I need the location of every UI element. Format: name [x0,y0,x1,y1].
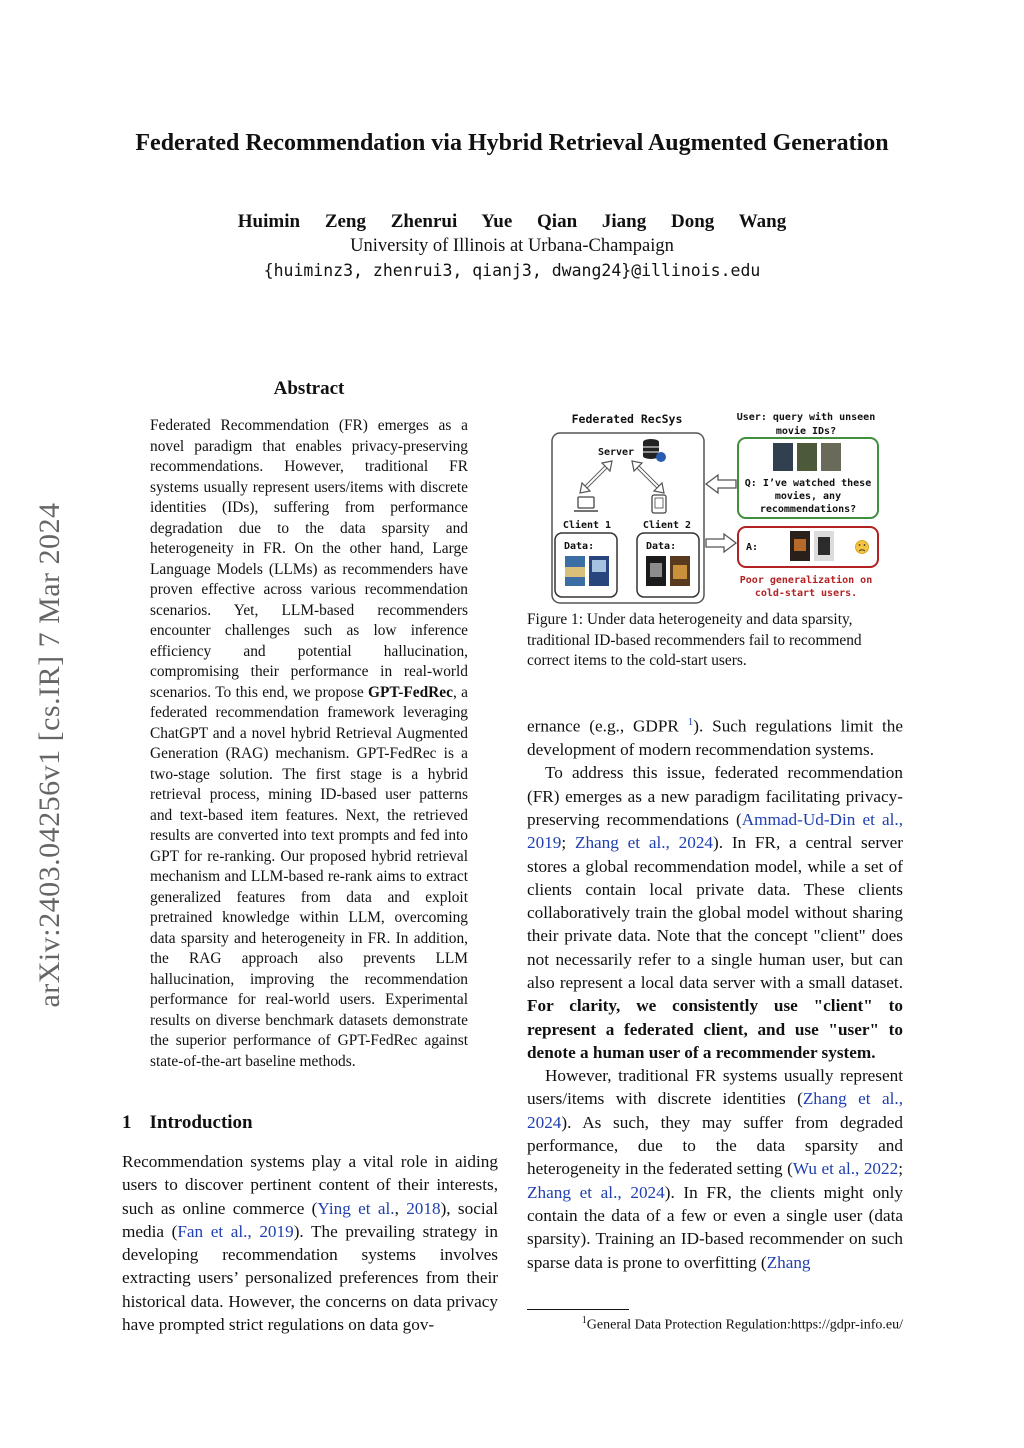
footnote [527,1315,903,1334]
citation-link[interactable]: Zhang et al., 2024 [527,1089,903,1132]
movie-poster-detail [565,567,585,577]
right-column-text [527,711,903,1274]
body-text: ernance (e.g., GDPR [527,716,688,736]
movie-poster-detail [592,560,606,572]
email-list: {huiminz3, zhenrui3, qianj3, dwang24}@illinois.edu [263,261,761,280]
paragraph-governance [527,711,903,761]
body-text: ). Such regulations limit the development of modern recommendation systems. [527,716,903,760]
intro-paragraph-1: Recommendation systems play a vital role in aiding users to discover pertinent content of their interests, such as online commerce (Ying et al., 2018), social media (Fan et al., 2019). The prevailing strategy in developing recommendation systems involves extracting users’ personalized preferences from their historical data. However, the concerns on data privacy have prompted strict regulations on data gov- [122,1152,498,1335]
user-query-line-1: User: query with unseen [736,412,876,423]
abstract-heading: Abstract [273,378,345,399]
citation-link[interactable]: Zhang et al., 2024 [574,833,714,853]
database-icon [643,439,666,462]
citation-link[interactable]: Zhang et al., 2024 [527,1182,665,1202]
movie-poster-icon [797,443,817,471]
paper-title: Federated Recommendation via Hybrid Retrieval Augmented Generation [135,130,889,156]
abstract-method-name: GPT-FedRec [368,683,453,701]
citation-link[interactable]: Fan et al., 2019 [177,1221,294,1241]
paragraph-fr [527,761,903,1064]
q-line-2: movies, any [774,491,842,502]
section-title: Introduction [149,1112,253,1133]
client-1-data-label: Data: [564,541,595,552]
client-2-data-label: Data: [646,541,677,552]
answer-label: A: [746,542,759,553]
figure-1-caption: Figure 1: Under data heterogeneity and data sparsity, traditional ID-based recommenders fail to recommend correct items to the cold-start users. [527,611,862,669]
abstract-text-2: , a federated recommendation framework leveraging ChatGPT and a novel hybrid Retrieval Augmented Generation (RAG) mechanism. GPT-FedRec is a two-stage solution. The first stage is a hybrid retrieval process, mining ID-based user patterns and text-based item features. Next, the retrieved results are converted into text prompts and fed into GPT for re-ranking. Our proposed hybrid retrieval mechanism and LLM-based re-rank aims to extract generalized features from data and exploit pretrained knowledge within LLM, overcoming data sparsity and heterogeneity in FR. In addition, the RAG approach also prevents LLM hallucination, improving the recommendation performance for real-world users. Experimental results on diverse benchmark datasets demonstrate the superior performance of GPT-FedRec against state-of-the-art baseline methods. [150,683,468,1070]
section-heading-introduction [122,1112,253,1134]
citation-link[interactable]: Zhang [766,1252,811,1272]
movie-poster-icon [773,443,793,471]
footnote-rule [527,1309,629,1310]
answer-arrow-icon [706,534,736,552]
server-label: Server [597,447,635,458]
figure-1-diagram [540,405,890,605]
paragraph-ids [527,1064,903,1274]
intro-text: Recommendation systems play a vital role in aiding users to discover pertinent content of their interests, such as online commerce ( [122,1152,498,1218]
citation-link[interactable]: Ying et al. [317,1198,395,1218]
laptop-icon [574,497,598,511]
movie-poster-detail [794,539,806,551]
footnote-number: 1 [581,1315,587,1326]
poor-line-2: cold-start users. [754,588,858,599]
body-text: To address this issue, federated recommendation (FR) emerges as a new paradigm facilitating privacy-preserving recommendations ( [527,763,903,829]
query-arrow-icon [706,475,736,493]
intro-text: ), social media ( [122,1198,498,1241]
body-text: ). As such, they may suffer from degraded performance, due to the data sparsity and heterogeneity in the federated setting ( [527,1112,903,1179]
affiliation: University of Illinois at Urbana-Champaign [350,236,674,256]
body-text: However, traditional FR systems usually represent users/items with discrete identities ( [527,1066,903,1109]
intro-text: ). The prevailing strategy in developing recommendation systems involves extracting users’ personalized preferences from their historical data. However, the concerns on data privacy have prompted strict regulations on data gov- [122,1221,498,1335]
movie-poster-detail [673,565,687,579]
citation-link[interactable]: Ammad-Ud-Din et al., 2019 [527,809,903,853]
user-query-line-2: movie IDs? [775,426,837,437]
abstract-text-1: Federated Recommendation (FR) emerges as a novel paradigm that enables privacy-preserving recommendations. However, traditional FR systems usually represent users/items with discrete identities (IDs), suffering from performance degradation due to the data sparsity and heterogeneity in FR. On the other hand, Large Language Models (LLMs) as recommenders have proven effective across various recommendation scenarios. Yet, LLM-based recommenders encounter challenges such as low inference efficiency and potential hallucination, compromising their performance in real-world scenarios. To this end, we propose [150,417,468,701]
sad-face-icon [856,541,869,554]
movie-poster-detail [650,563,662,577]
client-1-label: Client 1 [562,520,612,531]
author-list: Huimin Zeng Zhenrui Yue Qian Jiang Dong Wang [237,211,787,232]
footnote-marker[interactable]: 1 [687,716,694,728]
q-line-1: Q: I’ve watched these [744,478,872,489]
citation-link[interactable]: Wu et al., 2022 [792,1159,899,1179]
poor-line-1: Poor generalization on [739,575,873,586]
client-2-label: Client 2 [642,520,692,531]
footnote-text: General Data Protection Regulation:https://gdpr-info.eu/ [586,1317,903,1333]
citation-link[interactable]: 2018 [406,1198,441,1218]
body-text: ). In FR, the clients might only contain the data of a few or even a single user (data sparsity). Training an ID-based recommender on such sparse data is prone to overfitting ( [527,1182,904,1272]
sync-arrow-left-icon [580,461,612,493]
arxiv-id-text: arXiv:2403.04256v1 [cs.IR] 7 Mar 2024 [33,502,66,1008]
section-number: 1 [122,1112,132,1133]
q-line-3: recommendations? [759,504,857,515]
tablet-icon [652,495,666,513]
body-text: ). In FR, a central server stores a global recommendation model, while a set of clients contain local private data. These clients collaboratively train the global model without sharing their private data. Note that the concept "client" does not necessarily refer to a single human user, but can also represent a local data server with a small dataset. [527,833,904,992]
fed-recsys-title: Federated RecSys [571,412,683,426]
bold-statement: For clarity, we consistently use "client" to represent a federated client, and use "user" to denote a human user of a recommender system. [527,996,903,1062]
arxiv-sidebar-id [30,465,70,1045]
movie-poster-icon [821,443,841,471]
sync-arrow-right-icon [632,461,664,493]
body-text: ; [561,833,575,853]
movie-poster-detail [818,537,830,555]
abstract-body [150,416,468,1072]
body-text: ; [898,1159,903,1179]
